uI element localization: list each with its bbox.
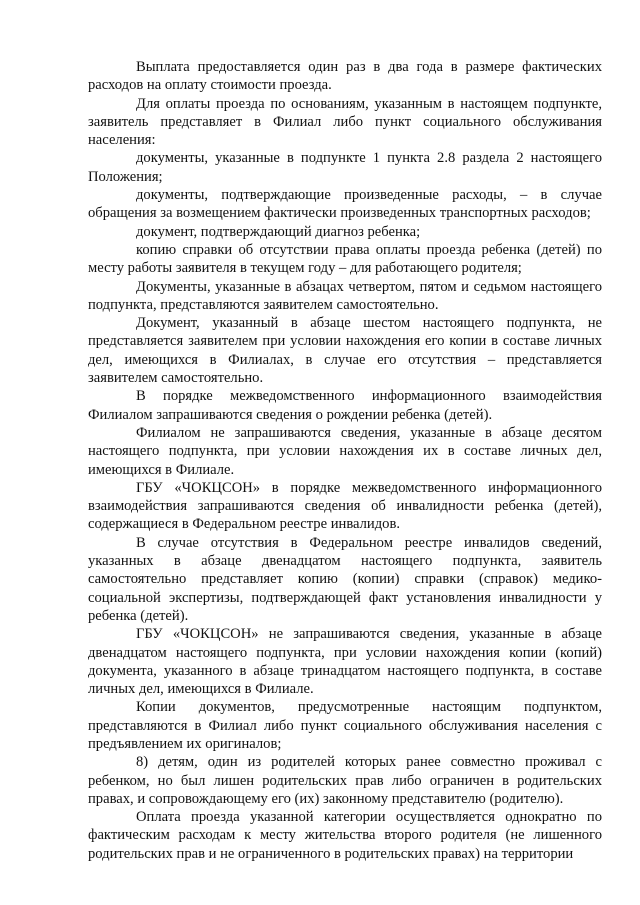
paragraph-payment-frequency: Выплата предоставляется один раз в два года в размере фактических расходов на оплату стоимости проезда. bbox=[88, 59, 602, 94]
paragraph-not-requested-branch: Филиалом не запрашиваются сведения, указанные в абзаце десятом настоящего подпункта, при условии нахождения их в составе личных дел, имеющихся в Филиале. bbox=[88, 424, 602, 478]
paragraph-sixth-abzac-document: Документ, указанный в абзаце шестом настоящего подпункта, не представляется заявителем при условии нахождения его копии в составе личных дел, имеющихся в Филиалах, в случае его отсутствия – представляется заявителем самостоятельно. bbox=[88, 315, 602, 387]
paragraph-document-copies: Копии документов, предусмотренные настоящим подпунктом, представляются в Филиал либо пункт социального обслуживания населения с предъявлением их оригиналов; bbox=[88, 699, 602, 752]
paragraph-diagnosis-document: документ, подтверждающий диагноз ребенка; bbox=[136, 223, 421, 240]
paragraph-documents-regulation: документы, указанные в подпункте 1 пункта 2.8 раздела 2 настоящего Положения; bbox=[88, 150, 602, 185]
paragraph-expense-documents: документы, подтверждающие произведенные расходы, – в случае обращения за возмещением фактически произведенных транспортных расходов; bbox=[88, 187, 602, 222]
paragraph-travel-payment: Оплата проезда указанной категории осуществляется однократно по фактическим расходам к месту жительства второго родителя (не лишенного родительских прав и не ограниченного в родительских правах) на территории bbox=[88, 809, 602, 862]
paragraph-birth-info-request: В порядке межведомственного информационного взаимодействия Филиалом запрашиваются сведения о рождении ребенка (детей). bbox=[88, 388, 602, 423]
document-page bbox=[88, 58, 602, 863]
paragraph-self-submitted: Документы, указанные в абзацах четвертом, пятом и седьмом настоящего подпункта, представляются заявителем самостоятельно. bbox=[88, 278, 602, 313]
paragraph-item-8: 8) детям, один из родителей которых ранее совместно проживал с ребенком, но был лишен родительских прав либо ограничен в родительских правах, и сопровождающему его (их) законному представителю (родителю). bbox=[88, 754, 602, 807]
paragraph-employer-certificate: копию справки об отсутствии права оплаты проезда ребенка (детей) по месту работы заявителя в текущем году – для работающего родителя; bbox=[88, 241, 602, 277]
paragraph-disability-not-requested: ГБУ «ЧОКЦСОН» не запрашиваются сведения, указанные в абзаце двенадцатом настоящего подпункта, при условии нахождения копии (копий) документа, указанного в абзаце тринадцатом настоящего подпункта, в составе личных дел, имеющихся в Филиале. bbox=[88, 626, 602, 698]
paragraph-disability-request: ГБУ «ЧОКЦСОН» в порядке межведомственного информационного взаимодействия запрашиваются сведения об инвалидности ребенка (детей), содержащиеся в Федеральном реестре инвалидов. bbox=[88, 479, 602, 533]
paragraph-documents-intro: Для оплаты проезда по основаниям, указанным в настоящем подпункте, заявитель представляет в Филиал либо пункт социального обслуживания населения: bbox=[88, 95, 602, 149]
paragraph-disability-missing: В случае отсутствия в Федеральном реестре инвалидов сведений, указанных в абзаце двенадцатом настоящего подпункта, заявитель самостоятельно представляет копию (копии) справки (справок) медико-социальной экспертизы, подтверждающей факт установления инвалидности у ребенка (детей). bbox=[88, 534, 602, 624]
